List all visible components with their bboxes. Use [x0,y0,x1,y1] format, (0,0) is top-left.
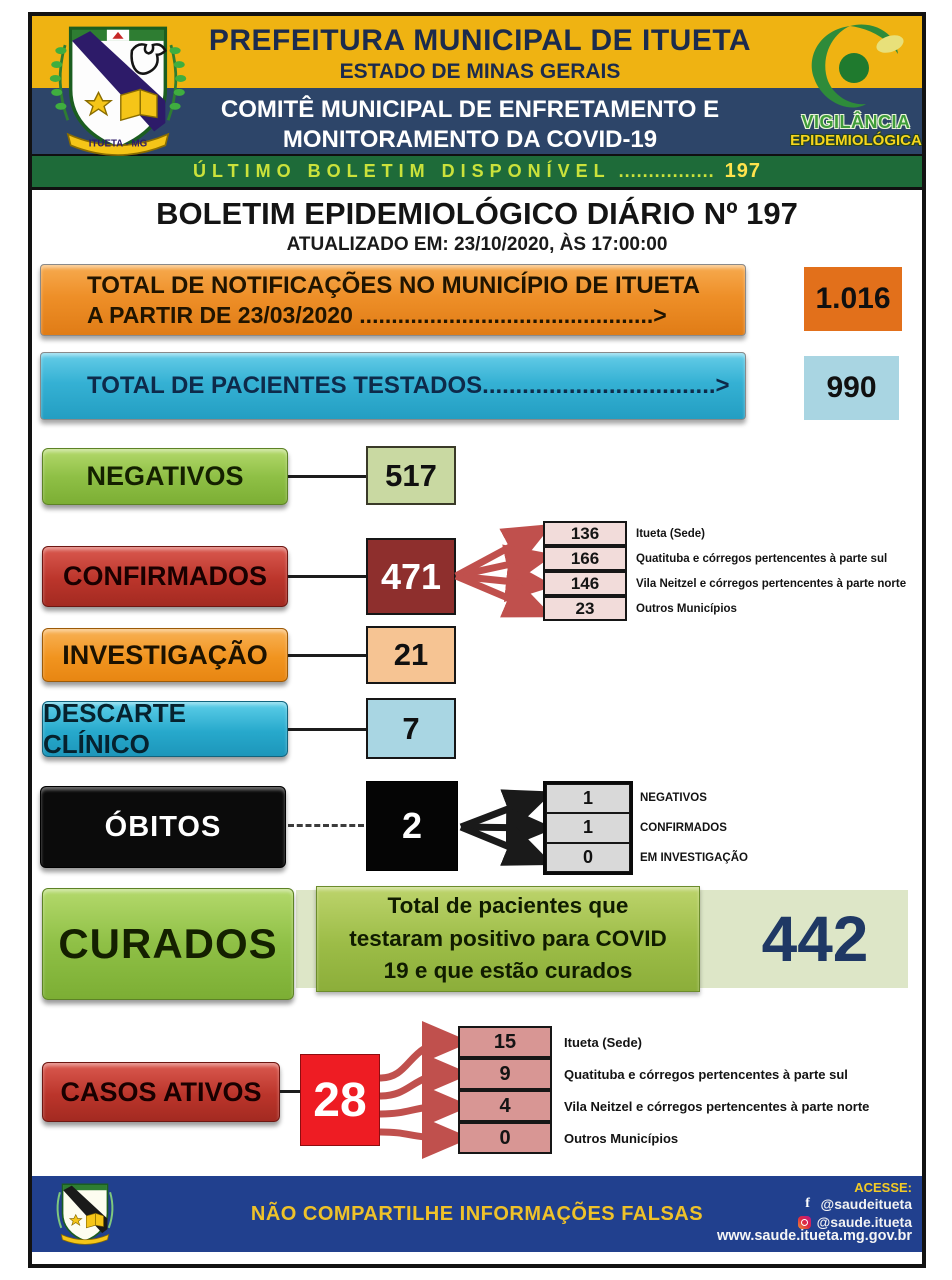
negativos-connector-line [288,475,368,478]
vigilancia-label: VIGILÂNCIA [801,112,911,132]
casos-ativos-connector-line [280,1090,300,1093]
investigacao-label: INVESTIGAÇÃO [62,639,268,670]
confirmados-breakdown-label: Outros Municípios [636,602,737,615]
banner-label: ÚLTIMO BOLETIM DISPONÍVEL [192,161,611,181]
negativos-value: 517 [366,446,456,505]
state-subtitle: ESTADO DE MINAS GERAIS [339,60,621,83]
instagram-icon [798,1216,811,1229]
municipality-title: PREFEITURA MUNICIPAL DE ITUETA [208,24,752,57]
footer-coat-of-arms-icon [52,1180,118,1248]
casos-ativos-fan-arrows-icon [378,1020,460,1160]
obitos-button [40,786,286,868]
tested-bar [40,352,746,420]
negativos-label: NEGATIVOS [86,461,244,491]
bulletin-updated: ATUALIZADO EM: 23/10/2020, ÀS 17:00:00 [286,234,668,255]
banner-number: 197 [724,160,762,182]
bulletin-title: BOLETIM EPIDEMIOLÓGICO DIÁRIO Nº 197 [156,196,798,231]
curados-description [316,886,700,992]
banner-dots: ................ [618,161,715,181]
notifications-bar [40,264,746,336]
obitos-breakdown-value: 0 [546,843,630,872]
notifications-label-line2: A PARTIR DE 23/03/2020 ..............................................> [87,302,667,328]
casos-ativos-breakdown-value: 4 [458,1090,552,1122]
obitos-breakdown-label: NEGATIVOS [640,792,707,804]
obitos-breakdown-value: 1 [546,813,630,842]
confirmados-button [42,546,288,607]
casos-ativos-button [42,1062,280,1122]
descarte-clinico-label: DESCARTE CLÍNICO [43,698,187,759]
confirmados-breakdown-label: Vila Neitzel e córregos pertencentes à parte norte [636,577,907,590]
facebook-icon: f [805,1196,810,1211]
notifications-label-line1: TOTAL DE NOTIFICAÇÕES NO MUNICÍPIO DE ITUETA [87,272,700,299]
footer-website-link[interactable]: www.saude.itueta.mg.gov.br [717,1228,912,1244]
svg-text:ITUETA - MG: ITUETA - MG [88,138,148,150]
descarte-connector-line [288,728,366,731]
confirmados-breakdown-value: 166 [543,546,627,571]
curados-desc-line1: Total de pacientes que [387,893,629,919]
footer-message: NÃO COMPARTILHE INFORMAÇÕES FALSAS [250,1203,704,1225]
confirmados-label: CONFIRMADOS [63,561,267,591]
obitos-value: 2 [366,781,458,871]
investigacao-value: 21 [366,626,456,684]
committee-line1: COMITÊ MUNICIPAL DE ENFRETAMENTO E [220,96,720,123]
confirmados-value: 471 [366,538,456,615]
negativos-button [42,448,288,505]
epidemiologica-label: EPIDEMIOLÓGICA [790,132,922,149]
investigacao-button [42,628,288,682]
curados-label: CURADOS [58,920,278,967]
casos-ativos-breakdown-label: Quatituba e córregos pertencentes à parte sul [564,1066,848,1082]
obitos-connector-dashed-line [288,824,364,827]
investigacao-connector-line [288,654,366,657]
confirmados-breakdown-label: Itueta (Sede) [636,527,706,540]
committee-line2: MONITORAMENTO DA COVID-19 [282,126,658,153]
curados-desc-line2: testaram positivo para COVID [349,925,667,951]
notifications-value: 1.016 [804,267,902,331]
casos-ativos-breakdown-label: Itueta (Sede) [564,1034,643,1050]
confirmados-breakdown-value: 136 [543,521,627,546]
curados-desc-line3: 19 e que estão curados [383,958,633,984]
confirmados-fan-arrows-icon [452,512,544,642]
confirmados-breakdown-value: 146 [543,571,627,596]
confirmados-breakdown-value: 23 [543,596,627,621]
itueta-coat-of-arms-icon [48,20,188,162]
footer-access-label: ACESSE: [854,1180,912,1195]
vigilancia-epidemiologica-logo-icon [792,20,920,114]
casos-ativos-breakdown-value: 15 [458,1026,552,1058]
obitos-breakdown-label: EM INVESTIGAÇÃO [640,852,748,864]
obitos-breakdown-label: CONFIRMADOS [640,822,727,834]
curados-button [42,888,294,1000]
descarte-value: 7 [366,698,456,759]
footer-facebook-link[interactable] [600,1196,912,1212]
obitos-label: ÓBITOS [104,810,222,843]
casos-ativos-label: CASOS ATIVOS [60,1076,262,1107]
descarte-clinico-button [42,698,288,759]
casos-ativos-breakdown-label: Outros Municípios [564,1130,679,1146]
obitos-breakdown-value: 1 [546,784,630,813]
casos-ativos-value: 28 [300,1054,380,1146]
obitos-fan-arrows-icon [458,783,543,875]
casos-ativos-breakdown-value: 0 [458,1122,552,1154]
facebook-handle: @saudeitueta [820,1196,912,1212]
tested-value: 990 [804,356,899,420]
casos-ativos-breakdown-value: 9 [458,1058,552,1090]
tested-label: TOTAL DE PACIENTES TESTADOS...................................> [87,372,730,399]
instagram-handle: @saude.itueta [816,1214,912,1230]
confirmados-breakdown-label: Quatituba e córregos pertencentes à parte sul [636,552,888,565]
confirmados-connector-line [288,575,366,578]
casos-ativos-breakdown-label: Vila Neitzel e córregos pertencentes à parte norte [564,1098,870,1114]
obitos-breakdown-table [543,781,633,875]
curados-value: 442 [761,903,869,975]
